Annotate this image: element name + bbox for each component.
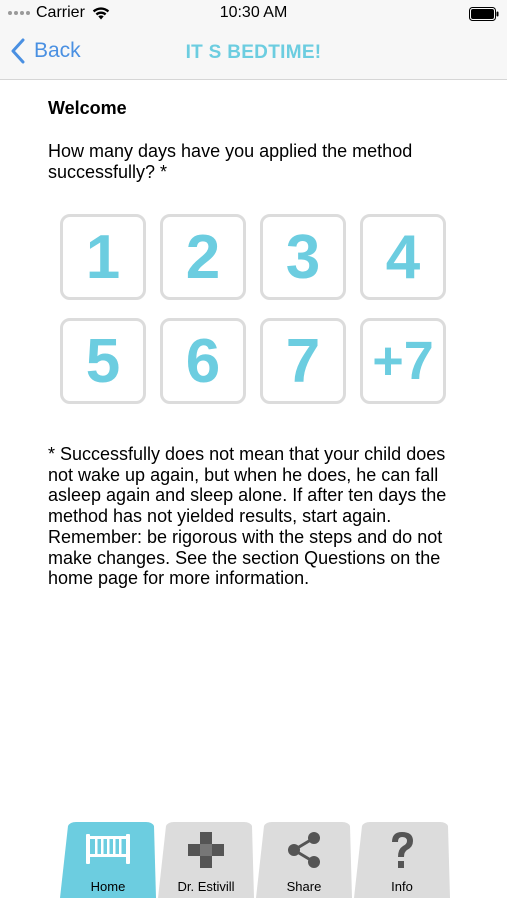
tab-label-home: Home xyxy=(90,879,126,894)
question-mark-icon xyxy=(382,830,422,872)
day-option-4-button[interactable]: 4 xyxy=(360,214,446,300)
status-bar xyxy=(0,0,507,28)
day-option-7-button[interactable]: 7 xyxy=(260,318,346,404)
battery-icon xyxy=(469,7,499,21)
page-title: IT S BEDTIME! xyxy=(185,42,322,63)
day-option-2-button[interactable]: 2 xyxy=(160,214,246,300)
tab-dr-estivill[interactable] xyxy=(158,822,254,898)
tab-info[interactable] xyxy=(354,822,450,898)
day-option-more-than-7-button[interactable]: +7 xyxy=(360,318,446,404)
question-text: How many days have you applied the method successfully? * xyxy=(48,141,413,182)
navigation-bar xyxy=(0,28,507,80)
success-note: * Successfully does not mean that your child does not wake up again, but when he does, he can fall asleep again and sleep alone. If after ten days the method has not yielded results, start again. Remember: be rigorous with the steps and do not make changes. See the section Questions on the home page for more information. xyxy=(48,444,447,589)
day-option-1-button[interactable]: 1 xyxy=(60,214,146,300)
day-option-5-button[interactable]: 5 xyxy=(60,318,146,404)
status-time: 10:30 AM xyxy=(219,4,288,21)
tab-label-dr-estivill: Dr. Estivill xyxy=(177,879,235,894)
welcome-heading: Welcome xyxy=(48,98,127,118)
crib-icon xyxy=(84,830,132,868)
tab-label-info: Info xyxy=(391,879,413,894)
share-icon xyxy=(284,830,324,870)
tab-share[interactable] xyxy=(256,822,352,898)
main-content xyxy=(48,98,468,183)
medical-cross-icon xyxy=(186,830,226,870)
tab-bar xyxy=(60,822,450,900)
day-option-6-button[interactable]: 6 xyxy=(160,318,246,404)
tab-home[interactable] xyxy=(60,822,156,898)
tab-label-share: Share xyxy=(286,879,322,894)
day-option-3-button[interactable]: 3 xyxy=(260,214,346,300)
back-label: Back xyxy=(34,39,81,62)
carrier-label: Carrier xyxy=(36,4,85,21)
